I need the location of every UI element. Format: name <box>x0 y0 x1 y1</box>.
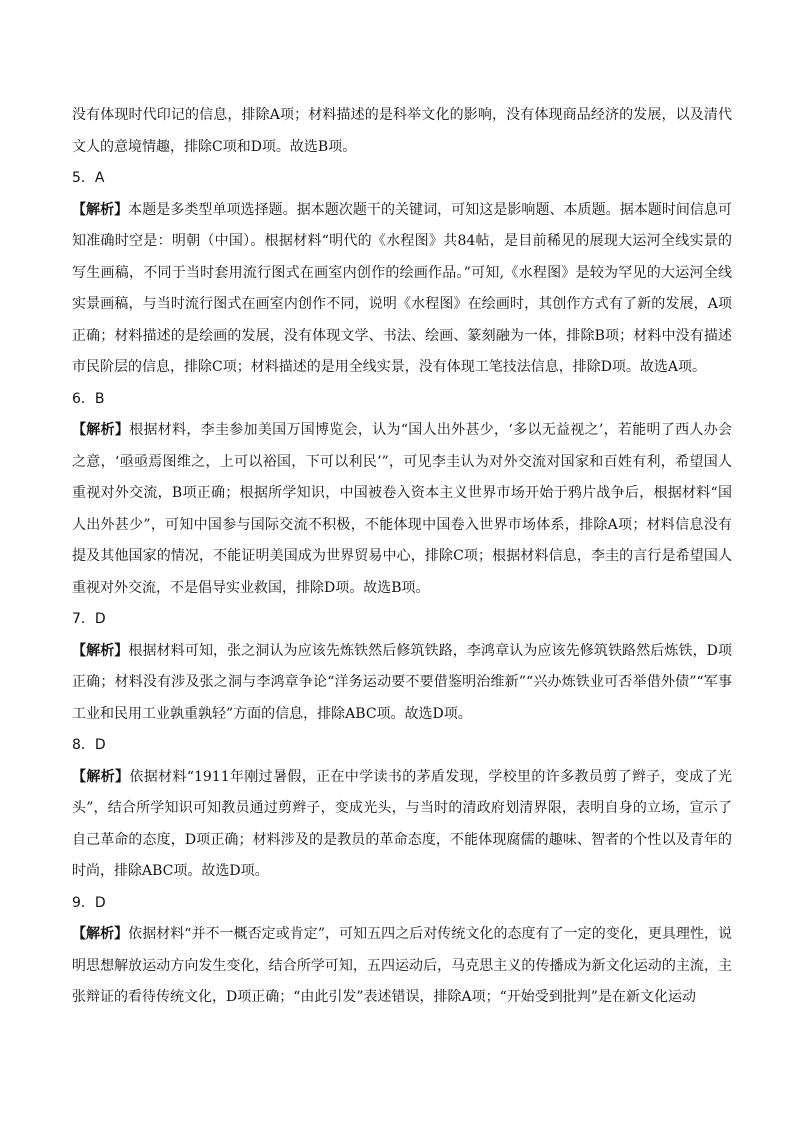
explanation-text: 本题是多类型单项选择题。据本题次题干的关键词，可知这是影响题、本质题。据本题时间信息可知准确时空是：明朝（中国）。根据材料“明代的《水程图》共84帖，是目前稀见的展现大运河全线实景的写生画稿，不同于当时套用流行图式在画室内创作的绘画作品。”可知,《水程图》是较为罕见的大运河全线实景画稿，与当时流行图式在画室内创作不同，说明《水程图》在绘画时，其创作方式有了新的发展，A项正确；材料描述的是绘画的发展，没有体现文学、书法、绘画、篆刻融为一体，排除B项；材料中没有描述市民阶层的信息，排除C项；材料描述的是用全线实景，没有体现工笔技法信息，排除D项。故选A项。 <box>72 201 733 375</box>
question-7 <box>72 604 732 730</box>
intro-paragraph: 没有体现时代印记的信息，排除A项；材料描述的是科举文化的影响，没有体现商品经济的发展，以及清代文人的意境情趣，排除C项和D项。故选B项。 <box>72 107 732 155</box>
question-number-answer: 9．D <box>72 894 106 911</box>
explanation-paragraph <box>72 415 732 604</box>
question-number-answer: 5．A <box>72 170 105 186</box>
question-number-answer: 6．B <box>72 390 105 407</box>
explanation-tag: 【解析】 <box>72 201 129 218</box>
question-5 <box>72 163 732 384</box>
explanation-paragraph <box>72 919 732 1014</box>
explanation-tag: 【解析】 <box>72 642 129 659</box>
explanation-paragraph <box>72 762 732 888</box>
explanation-paragraph <box>72 195 732 384</box>
explanation-tag: 【解析】 <box>72 768 130 785</box>
question-8 <box>72 730 732 888</box>
explanation-paragraph <box>72 636 732 731</box>
question-6 <box>72 384 732 605</box>
question-9 <box>72 888 732 1014</box>
explanation-text: 根据材料可知，张之洞认为应该先炼铁然后修筑铁路，李鸿章认为应该先修筑铁路然后炼铁，D项正确；材料没有涉及张之洞与李鸿章争论“洋务运动要不要借鉴明治维新”“兴办炼铁业可否举借外债”“军事工业和民用工业孰重孰轻”方面的信息，排除ABC项。故选D项。 <box>72 642 732 722</box>
explanation-text: 依据材料“1911年刚过暑假，正在中学读书的茅盾发现，学校里的许多教员剪了辫子，变成了光头”，结合所学知识可知教员通过剪辫子，变成光头，与当时的清政府划清界限，表明自身的立场，宣示了自己革命的态度，D项正确；材料涉及的是教员的革命态度，不能体现腐儒的趣味、智者的个性以及青年的时尚，排除ABC项。故选D项。 <box>72 768 732 879</box>
explanation-text: 根据材料，李圭参加美国万国博览会，认为“国人出外甚少，‘多以无益视之’，若能明了西人办会之意，‘亟亟焉图维之，上可以裕国，下可以利民’”，可见李圭认为对外交流对国家和百姓有利，希望国人重视对外交流，B项正确；根据所学知识，中国被卷入资本主义世界市场开始于鸦片战争后，根据材料“国人出外甚少”，可知中国参与国际交流不积极，不能体现中国卷入世界市场体系，排除A项；材料信息没有提及其他国家的情况，不能证明美国成为世界贸易中心，排除C项；根据材料信息，李圭的言行是希望国人重视对外交流，不是倡导实业救国，排除D项。故选B项。 <box>72 422 732 596</box>
question-number-answer: 7．D <box>72 611 106 627</box>
question-number-answer: 8．D <box>72 737 106 753</box>
explanation-text: 依据材料“并不一概否定或肯定”，可知五四之后对传统文化的态度有了一定的变化，更具理性，说明思想解放运动方向发生变化，结合所学可知，五四运动后，马克思主义的传播成为新文化运动的主流，主张辩证的看待传统文化，D项正确；“由此引发”表述错误，排除A项；“开始受到批判”是在新文化运动 <box>72 926 733 1005</box>
explanation-tag: 【解析】 <box>72 422 130 438</box>
answer-explanations <box>72 100 732 1014</box>
explanation-tag: 【解析】 <box>72 926 129 942</box>
